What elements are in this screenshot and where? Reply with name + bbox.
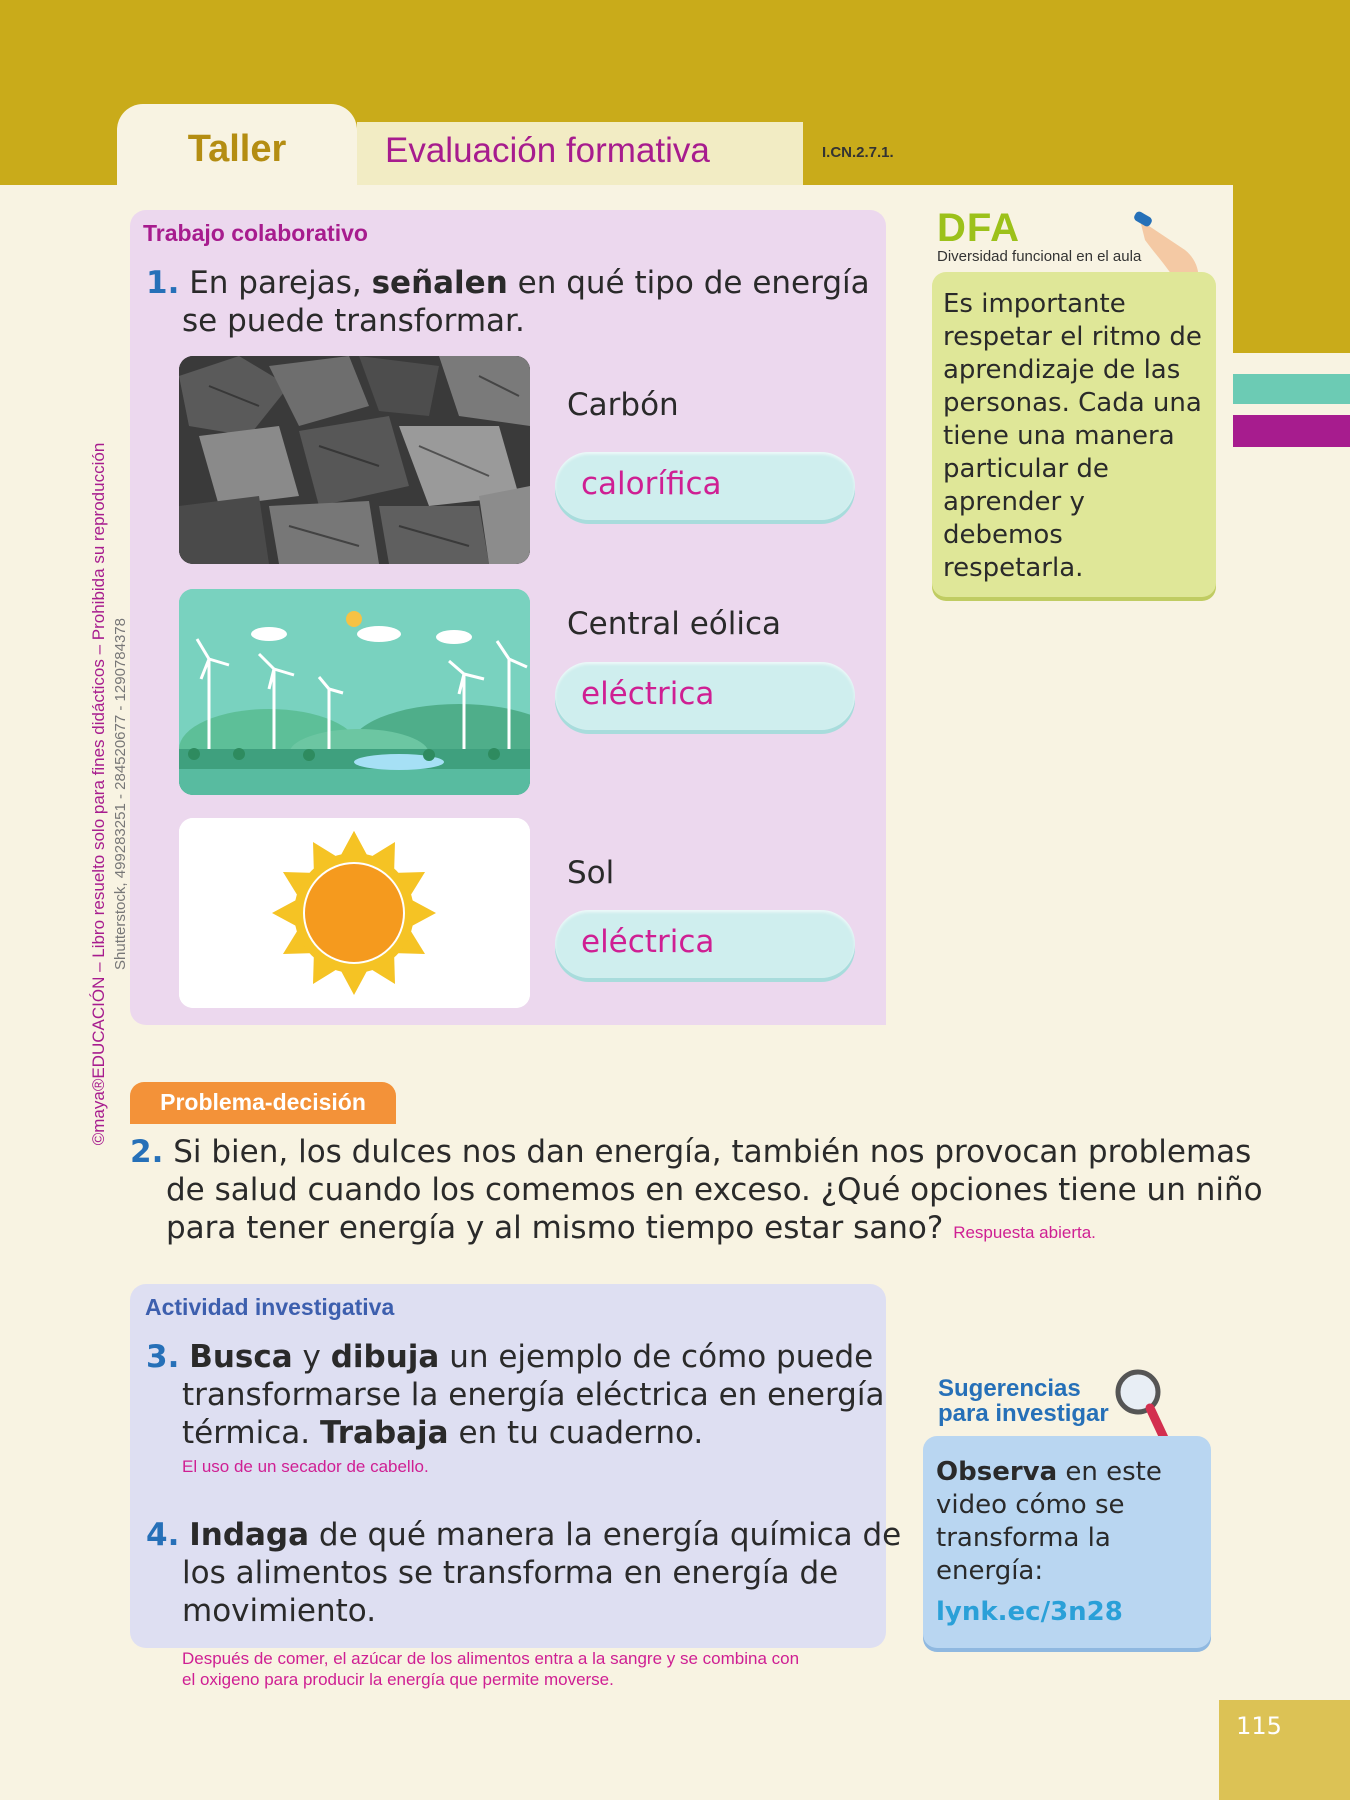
answer-text: eléctrica	[581, 676, 715, 712]
sun-image	[179, 818, 530, 1008]
question-text: un ejemplo de cómo puede transformarse la energía eléctrica en energía térmica.	[182, 1339, 885, 1451]
question-keyword: dibuja	[330, 1339, 440, 1375]
taller-title: Taller	[187, 128, 287, 170]
item-label-carbon: Carbón	[567, 387, 679, 423]
problema-decision-label: Problema-decisión	[160, 1089, 366, 1115]
sugerencias-title	[938, 1376, 1109, 1426]
question-text: en qué tipo de energía se puede transformar.	[182, 265, 870, 339]
sugerencias-title-line: Sugerencias	[938, 1375, 1081, 1402]
question-text: en tu cuaderno.	[448, 1415, 704, 1451]
side-credit	[88, 344, 132, 1244]
dfa-logo: DFA	[937, 206, 1020, 250]
video-link[interactable]: lynk.ec/3n28	[936, 1597, 1123, 1627]
question-4	[146, 1516, 912, 1630]
credit-line: ©maya®EDUCACIÓN – Libro resuelto solo para fines didácticos – Prohibida su reproducción	[89, 442, 108, 1146]
sugerencias-title-line: para investigar	[938, 1400, 1109, 1427]
magenta-stripe	[1233, 415, 1350, 447]
evaluacion-title: Evaluación formativa	[385, 131, 710, 170]
question-number: 3.	[146, 1339, 180, 1375]
sugerencias-body: en este video cómo se transforma la energía:	[936, 1457, 1162, 1586]
question-number: 2.	[130, 1134, 164, 1170]
question-2	[130, 1133, 1266, 1252]
actividad-investigativa-title: Actividad investigativa	[145, 1294, 395, 1320]
page-number: 115	[1236, 1712, 1282, 1740]
item-label-sol: Sol	[567, 855, 615, 891]
question-text: Si bien, los dulces nos dan energía, también nos provocan problemas de salud cuando los comemos en exceso. ¿Qué opciones tiene un niño para tener energía y al mismo tiempo estar sano?	[166, 1134, 1263, 1246]
answer-text: eléctrica	[581, 924, 715, 960]
question-keyword: Busca	[189, 1339, 293, 1375]
answer-field-eolica[interactable]	[555, 662, 855, 730]
image-credit-line: Shutterstock, 499283251 - 284520677 - 1290784378	[112, 618, 129, 970]
dfa-text: Es importante respetar el ritmo de aprendizaje de las personas. Cada una tiene una manera particular de aprender y debemos respetarla.	[943, 289, 1202, 583]
answer-field-carbon[interactable]	[555, 452, 855, 520]
sugerencias-text	[936, 1456, 1206, 1629]
question-number: 1.	[146, 265, 180, 301]
question-text: de qué manera la energía química de los alimentos se transforma en energía de movimiento.	[182, 1517, 902, 1629]
question-keyword: señalen	[371, 265, 508, 301]
question-text: En parejas,	[189, 265, 372, 301]
question-3	[146, 1338, 912, 1452]
trabajo-colaborativo-title: Trabajo colaborativo	[143, 220, 368, 246]
answer-text: calorífica	[581, 466, 722, 502]
answer-note-3: El uso de un secador de cabello.	[182, 1457, 429, 1476]
question-1	[146, 264, 902, 340]
sugerencias-keyword: Observa	[936, 1457, 1058, 1487]
answer-note-4: Después de comer, el azúcar de los alimentos entra a la sangre y se combina con el oxigeno para producir la energía que permite moverse.	[182, 1649, 800, 1689]
teal-stripe	[1233, 374, 1350, 404]
question-number: 4.	[146, 1517, 180, 1553]
question-text: y	[292, 1339, 331, 1375]
indicator-code: I.CN.2.7.1.	[822, 144, 894, 161]
question-keyword: Indaga	[189, 1517, 310, 1553]
wind-farm-image	[179, 589, 530, 795]
answer-field-sol[interactable]	[555, 910, 855, 978]
answer-note: Respuesta abierta.	[953, 1223, 1096, 1242]
item-label-eolica: Central eólica	[567, 606, 782, 642]
right-band	[1233, 185, 1350, 353]
magnifier-icon	[1112, 1366, 1174, 1446]
dfa-subtitle: Diversidad funcional en el aula	[937, 248, 1142, 265]
question-keyword: Trabaja	[320, 1415, 449, 1451]
coal-image	[179, 356, 530, 564]
